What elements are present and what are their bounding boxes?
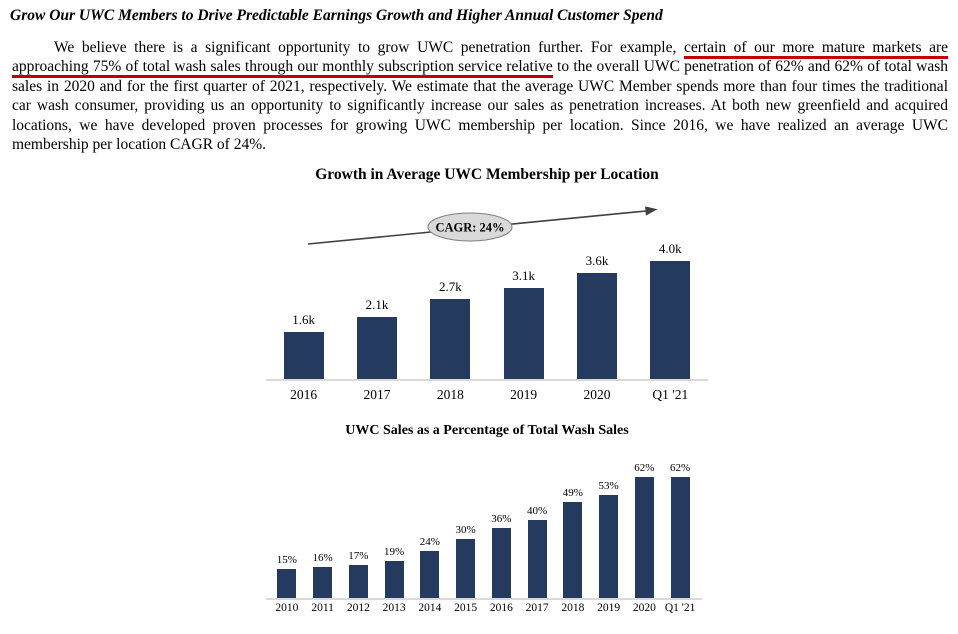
- bar-value-label: 62%: [670, 462, 691, 474]
- sales-x-axis-labels: [269, 602, 698, 614]
- bar-group: [634, 219, 707, 379]
- bar-value-label: 2.1k: [365, 297, 389, 312]
- x-axis-label: 2020: [632, 602, 656, 614]
- bar: [385, 561, 404, 598]
- bar-value-label: 1.6k: [292, 312, 316, 327]
- bar: [277, 569, 296, 598]
- bar: [563, 502, 582, 598]
- bar-group: [591, 458, 627, 598]
- bar: [528, 520, 547, 598]
- bar-group: [448, 458, 484, 598]
- bar-group: [340, 219, 413, 379]
- bar-group: [305, 458, 341, 598]
- chart-title-membership: Growth in Average UWC Membership per Location: [315, 166, 659, 183]
- x-axis-label: 2018: [436, 387, 464, 402]
- cagr-label: CAGR: 24%: [435, 220, 505, 235]
- x-axis-label: 2019: [597, 602, 621, 614]
- x-axis-label: 2017: [363, 387, 391, 402]
- x-axis-label: 2011: [311, 602, 334, 614]
- bar-group: [487, 219, 560, 379]
- bar-value-label: 2.7k: [438, 279, 462, 294]
- sales-percentage-bar-chart: [269, 458, 698, 598]
- sales-x-axis-line: [266, 598, 702, 600]
- bar-value-label: 19%: [384, 546, 405, 558]
- bar-value-label: 16%: [312, 552, 333, 564]
- bar: [650, 261, 690, 379]
- x-axis-label: 2019: [510, 387, 538, 402]
- red-underlined-annotation-text: certain of our more mature markets are approaching 75% of total wash sales through our monthly subscription service relative: [12, 39, 948, 78]
- bar: [577, 273, 617, 379]
- bar-group: [376, 458, 412, 598]
- membership-x-axis-line: [266, 379, 708, 381]
- bar-value-label: 53%: [598, 480, 619, 492]
- bar: [671, 477, 690, 598]
- bar-group: [560, 219, 633, 379]
- bar-group: [414, 219, 487, 379]
- bar-group: [519, 458, 555, 598]
- bar: [599, 495, 618, 598]
- bar-group: [555, 458, 591, 598]
- paragraph-text-before: We believe there is a significant opportunity to grow UWC penetration further. For example,: [54, 39, 684, 56]
- membership-x-axis-labels: [267, 387, 707, 403]
- x-axis-label: 2017: [525, 602, 549, 614]
- bar-group: [484, 458, 520, 598]
- bar: [492, 528, 511, 598]
- bar-value-label: 24%: [419, 536, 440, 548]
- body-paragraph: [12, 38, 948, 154]
- bar-value-label: 40%: [527, 505, 548, 517]
- paragraph-text-after: to the overall UWC penetration of 62% and 62% of total wash sales in 2020 and for the first quarter of 2021, respectively. We estimate that the average UWC Member spends more than four times the traditional car wash consumer, providing us an opportunity to significantly increase our sales as penetration increases. At both new greenfield and acquired locations, we have developed proven processes for growing UWC membership per location. Since 2016, we have realized an average UWC membership per location CAGR of 24%.: [12, 58, 948, 154]
- bar: [430, 299, 470, 379]
- bar-value-label: 49%: [562, 487, 583, 499]
- x-axis-label: 2020: [583, 387, 611, 402]
- bar-group: [267, 219, 340, 379]
- bar-group: [627, 458, 663, 598]
- bar: [313, 567, 332, 598]
- x-axis-label: 2018: [561, 602, 585, 614]
- section-heading: Grow Our UWC Members to Drive Predictable Earnings Growth and Higher Annual Customer Spend: [10, 7, 663, 24]
- bar-value-label: 3.1k: [512, 268, 536, 283]
- bar: [504, 288, 544, 379]
- x-axis-label: 2010: [275, 602, 299, 614]
- x-axis-label: 2015: [454, 602, 478, 614]
- membership-bar-chart: [267, 219, 707, 379]
- arrowhead-icon: [645, 206, 657, 215]
- x-axis-label: 2014: [418, 602, 442, 614]
- bar-group: [269, 458, 305, 598]
- bar: [456, 539, 475, 598]
- bar-value-label: 15%: [276, 554, 297, 566]
- x-axis-label: 2016: [489, 602, 513, 614]
- bar-group: [662, 458, 698, 598]
- bar: [420, 551, 439, 598]
- x-axis-label: 2012: [346, 602, 370, 614]
- bar-value-label: 17%: [348, 550, 369, 562]
- bar-value-label: 62%: [634, 462, 655, 474]
- x-axis-label: 2013: [382, 602, 406, 614]
- x-axis-label: Q1 '21: [664, 602, 696, 614]
- chart-title-uwc-sales: UWC Sales as a Percentage of Total Wash Sales: [345, 423, 629, 438]
- bar: [349, 565, 368, 598]
- bar-value-label: 3.6k: [585, 253, 609, 268]
- bar-value-label: 4.0k: [658, 241, 682, 256]
- bar: [635, 477, 654, 598]
- x-axis-label: Q1 '21: [652, 387, 689, 402]
- bar-group: [341, 458, 377, 598]
- bar-value-label: 36%: [491, 513, 512, 525]
- bar-group: [412, 458, 448, 598]
- bar-value-label: 30%: [455, 524, 476, 536]
- bar: [284, 332, 324, 379]
- x-axis-label: 2016: [290, 387, 318, 402]
- bar: [357, 317, 397, 379]
